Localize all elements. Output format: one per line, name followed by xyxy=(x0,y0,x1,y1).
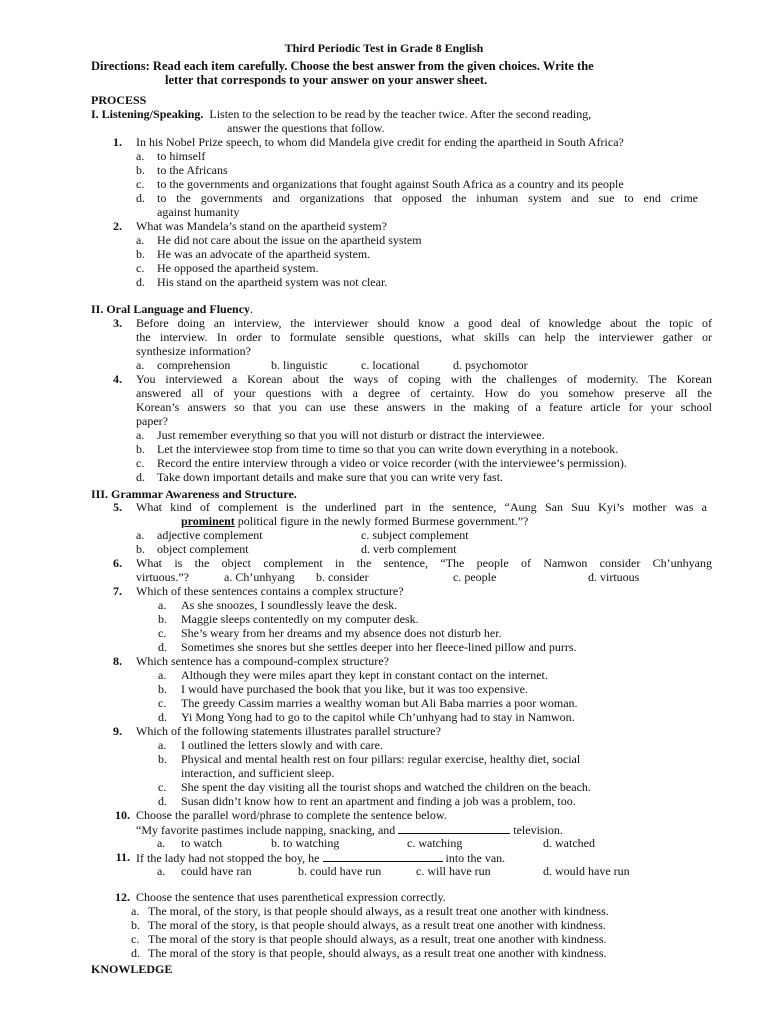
question-4-option-d: Take down important details and make sure that you can write very fast. xyxy=(157,470,504,484)
knowledge-heading: KNOWLEDGE xyxy=(91,962,173,976)
question-3-option-b: b. linguistic xyxy=(271,358,328,372)
question-6-option-a: a. Ch’unhyang xyxy=(224,570,295,584)
section-1-line-1 xyxy=(91,107,591,121)
question-4-line-1: You interviewed a Korean about the ways of coping with the challenges of modernity. The Korean xyxy=(136,372,712,386)
question-4-number: 4. xyxy=(113,372,122,386)
option-letter: a. xyxy=(158,738,167,752)
option-letter: a. xyxy=(131,904,140,918)
option-letter: c. xyxy=(136,261,145,275)
question-12-number: 12. xyxy=(115,890,130,904)
option-letter: b. xyxy=(136,247,145,261)
section-1-text-1: Listen to the selection to be read by the teacher twice. After the second reading, xyxy=(209,107,592,121)
option-letter: b. xyxy=(136,542,145,556)
question-12-option-c: The moral of the story is that people should always, as a result, treat one another with kindness. xyxy=(148,932,607,946)
question-8-number: 8. xyxy=(113,654,122,668)
option-letter: d. xyxy=(158,640,167,654)
section-3-heading: III. Grammar Awareness and Structure. xyxy=(91,487,297,501)
question-1-option-d-line-1: to the governments and organizations that opposed the inhuman system and sue to end crime xyxy=(157,191,698,205)
option-letter: a. xyxy=(136,428,145,442)
question-8-option-c: The greedy Cassim marries a wealthy woman but Ali Baba marries a poor woman. xyxy=(181,696,578,710)
question-3-option-d: d. psychomotor xyxy=(453,358,528,372)
option-letter: d. xyxy=(158,794,167,808)
underlined-word: prominent xyxy=(181,514,235,528)
question-4-line-3: Korean’s answers so that you can use these answers in the making of a feature article for your school xyxy=(136,400,712,414)
question-9-option-c: She spent the day visiting all the tourist shops and watched the children on the beach. xyxy=(181,780,591,794)
section-2-dot: . xyxy=(250,302,254,316)
question-10-sentence xyxy=(136,822,563,837)
question-12-stem: Choose the sentence that uses parenthetical expression correctly. xyxy=(136,890,446,904)
question-11-option-c: c. will have run xyxy=(416,864,491,878)
question-2-stem: What was Mandela’s stand on the apartheid system? xyxy=(136,219,387,233)
question-6-option-d: d. virtuous xyxy=(588,570,640,584)
option-letter: d. xyxy=(136,470,145,484)
question-4-line-4: paper? xyxy=(136,414,168,428)
question-3-line-2: the interview. In order to formulate sensible questions, what skills can help the interviewer gather or xyxy=(136,330,712,344)
test-title: Third Periodic Test in Grade 8 English xyxy=(284,41,484,55)
question-1-option-b: to the Africans xyxy=(157,163,228,177)
question-7-option-a: As she snoozes, I soundlessly leave the desk. xyxy=(181,598,398,612)
option-letter: a. xyxy=(136,233,145,247)
option-letter: a. xyxy=(136,528,145,542)
section-1-title: I. Listening/Speaking. xyxy=(91,107,204,121)
question-6-number: 6. xyxy=(113,556,122,570)
option-letter: b. xyxy=(136,163,145,177)
question-4-option-c: Record the entire interview through a video or voice recorder (with the interviewee’s permission). xyxy=(157,456,627,470)
question-11-stem xyxy=(136,850,505,865)
question-2-option-a: He did not care about the issue on the apartheid system xyxy=(157,233,422,247)
question-8-option-d: Yi Mong Yong had to go to the capitol while Ch’unhyang had to stay in Namwon. xyxy=(181,710,575,724)
question-5-option-d: d. verb complement xyxy=(361,542,457,556)
question-5-option-b: object complement xyxy=(157,542,249,556)
question-1-option-c: to the governments and organizations that fought against South Africa as a country and its people xyxy=(157,177,624,191)
question-7-number: 7. xyxy=(113,584,122,598)
option-letter: d. xyxy=(136,191,145,205)
question-2-number: 2. xyxy=(113,219,122,233)
question-9-number: 9. xyxy=(113,724,122,738)
question-6-option-c: c. people xyxy=(453,570,497,584)
option-letter: c. xyxy=(158,626,167,640)
option-letter: a. xyxy=(136,149,145,163)
option-letter: d. xyxy=(136,275,145,289)
question-3-line-3: synthesize information? xyxy=(136,344,251,358)
question-2-option-b: He was an advocate of the apartheid system. xyxy=(157,247,371,261)
question-3-option-a: comprehension xyxy=(157,358,231,372)
question-5-option-a: adjective complement xyxy=(157,528,263,542)
question-9-option-b-line-2: interaction, and sufficient sleep. xyxy=(181,766,335,780)
directions-line-2: letter that corresponds to your answer on your answer sheet. xyxy=(165,73,488,87)
option-letter: b. xyxy=(131,918,140,932)
directions-line-1 xyxy=(91,59,594,73)
option-letter: c. xyxy=(158,696,167,710)
process-heading: PROCESS xyxy=(91,93,147,107)
option-letter: a. xyxy=(157,864,166,878)
question-10-option-c: c. watching xyxy=(407,836,463,850)
question-10-stem: Choose the parallel word/phrase to complete the sentence below. xyxy=(136,808,447,822)
directions-label: Directions: xyxy=(91,59,150,73)
option-letter: c. xyxy=(136,177,145,191)
question-8-stem: Which sentence has a compound-complex structure? xyxy=(136,654,389,668)
question-11-option-b: b. could have run xyxy=(298,864,382,878)
question-11-option-d: d. would have run xyxy=(543,864,630,878)
option-letter: b. xyxy=(158,612,167,626)
question-10-sentence-end: television. xyxy=(513,823,563,837)
option-letter: c. xyxy=(136,456,145,470)
question-6-option-b: b. consider xyxy=(316,570,369,584)
question-4-option-a: Just remember everything so that you will not disturb or distract the interviewee. xyxy=(157,428,545,442)
option-letter: c. xyxy=(131,932,140,946)
answer-blank xyxy=(323,850,443,862)
question-6-line-2: virtuous.”? xyxy=(136,570,189,584)
question-10-option-b: b. to watching xyxy=(271,836,340,850)
option-letter: b. xyxy=(136,442,145,456)
option-letter: a. xyxy=(158,598,167,612)
question-1-option-d-line-2: against humanity xyxy=(157,205,240,219)
question-2-option-d: His stand on the apartheid system was not clear. xyxy=(157,275,388,289)
question-1-option-a: to himself xyxy=(157,149,206,163)
question-8-option-b: I would have purchased the book that you like, but it was too expensive. xyxy=(181,682,528,696)
option-letter: a. xyxy=(158,668,167,682)
question-10-sentence-start: “My favorite pastimes include napping, snacking, and xyxy=(136,823,396,837)
answer-blank xyxy=(398,822,510,834)
question-10-number: 10. xyxy=(115,808,130,822)
option-letter: a. xyxy=(136,358,145,372)
question-11-option-a: could have ran xyxy=(181,864,252,878)
question-12-option-d: The moral of the story is that people, should always, as a result treat one another with kindness. xyxy=(148,946,607,960)
option-letter: b. xyxy=(158,682,167,696)
question-5-line-2-rest: political figure in the newly formed Burmese government.”? xyxy=(234,514,529,528)
question-11-stem-start: If the lady had not stopped the boy, he xyxy=(136,851,320,865)
option-letter: c. xyxy=(158,780,167,794)
question-9-option-a: I outlined the letters slowly and with care. xyxy=(181,738,383,752)
section-2-title: II. Oral Language and Fluency xyxy=(91,302,251,316)
question-7-stem: Which of these sentences contains a complex structure? xyxy=(136,584,404,598)
question-12-option-b: The moral of the story, is that people should always, as a result treat one another with kindness. xyxy=(148,918,606,932)
question-8-option-a: Although they were miles apart they kept in constant contact on the internet. xyxy=(181,668,548,682)
question-11-number: 11. xyxy=(115,850,130,864)
question-7-option-d: Sometimes she snores but she settles deeper into her fleece-lined pillow and purrs. xyxy=(181,640,577,654)
question-5-line-1: What kind of complement is the underlined part in the sentence, “Aung San Suu Kyi’s mother was a xyxy=(136,500,707,514)
question-4-option-b: Let the interviewee stop from time to time so that you can write down everything in a notebook. xyxy=(157,442,619,456)
question-11-stem-end: into the van. xyxy=(445,851,506,865)
section-2-heading xyxy=(91,302,253,316)
question-9-option-d: Susan didn’t know how to rent an apartment and finding a job was a problem, too. xyxy=(181,794,576,808)
question-5-option-c: c. subject complement xyxy=(361,528,469,542)
question-3-number: 3. xyxy=(113,316,122,330)
option-letter: d. xyxy=(131,946,140,960)
question-3-option-c: c. locational xyxy=(361,358,420,372)
directions-text-1: Read each item carefully. Choose the best answer from the given choices. Write the xyxy=(152,59,594,73)
question-1-stem: In his Nobel Prize speech, to whom did Mandela give credit for ending the apartheid in South Africa? xyxy=(136,135,624,149)
question-9-stem: Which of the following statements illustrates parallel structure? xyxy=(136,724,441,738)
question-4-line-2: answered all of your questions with a degree of certainty. How do you somehow preserve all the xyxy=(136,386,712,400)
question-7-option-c: She’s weary from her dreams and my absence does not disturb her. xyxy=(181,626,502,640)
question-5-number: 5. xyxy=(113,500,122,514)
question-10-option-a: to watch xyxy=(181,836,222,850)
option-letter: b. xyxy=(158,752,167,766)
question-12-option-a: The moral, of the story, is that people should always, as a result treat one another with kindness. xyxy=(148,904,609,918)
option-letter: a. xyxy=(157,836,166,850)
question-5-line-2 xyxy=(181,514,528,528)
question-9-option-b-line-1: Physical and mental health rest on four pillars: regular exercise, healthy diet, social xyxy=(181,752,581,766)
question-2-option-c: He opposed the apartheid system. xyxy=(157,261,319,275)
question-10-option-d: d. watched xyxy=(543,836,595,850)
question-3-line-1: Before doing an interview, the interviewer should know a good deal of knowledge about the topic of xyxy=(136,316,712,330)
option-letter: d. xyxy=(158,710,167,724)
question-1-number: 1. xyxy=(113,135,122,149)
question-7-option-b: Maggie sleeps contentedly on my computer desk. xyxy=(181,612,419,626)
section-1-line-2: answer the questions that follow. xyxy=(227,121,385,135)
question-6-line-1: What is the object complement in the sentence, “The people of Namwon consider Ch’unhyang xyxy=(136,556,712,570)
